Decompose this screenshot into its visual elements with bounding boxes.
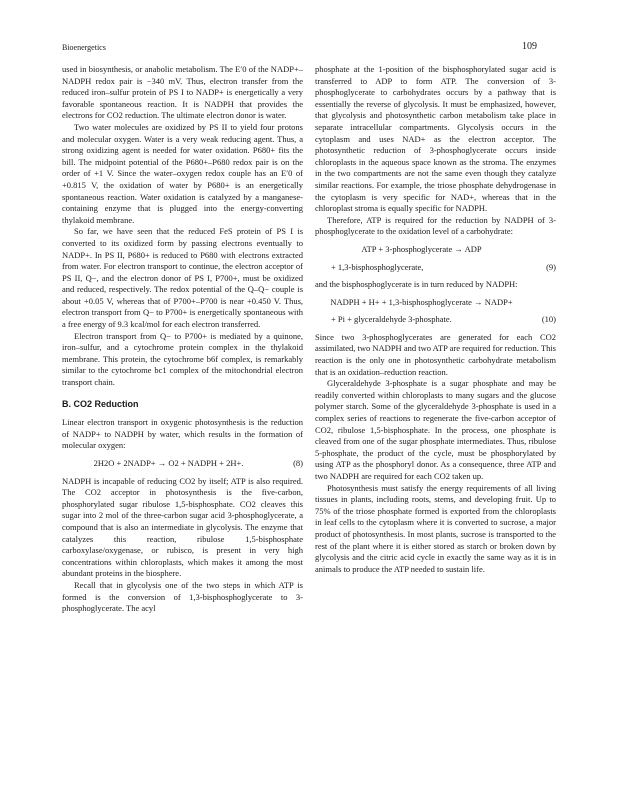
body-paragraph: Glyceraldehyde 3-phosphate is a sugar phosphate and may be readily converted within chloroplasts to many sugars and the glucose polymer starch. Some of the glyceraldehyde 3-phosphate is used in a complex series of reactions to regenerate the five-carbon acceptor of CO2, ribulose 1,5-bisphosphate. In the process, one phosphate is cleaved from one of the sugar phosphate intermediates. Thus, ribulose 5-phosphate, the product of the cycle, must be phosphorylated by using ATP as the phosphoryl donor. As a consequence, three ATP and two NADPH are required for each CO2 taken up.: [315, 378, 556, 481]
body-paragraph: Photosynthesis must satisfy the energy requirements of all living tissues in plants, including roots, stems, and developing fruit. Up to 75% of the triose phosphate formed is exported from the chloroplasts in leaf cells to the cytoplasm where it is converted to sucrose, a major product of photosynthesis. In most plants, sucrose is transported to the rest of the plant where it is either stored as starch or broken down by glycolysis and the citric acid cycle in exactly the same way as it is in animals to produce the ATP needed to sustain life.: [315, 482, 556, 574]
equation-body: ATP + 3-phosphoglycerate → ADP: [361, 243, 482, 254]
body-paragraph: used in biosynthesis, or anabolic metabolism. The E′0 of the NADP+–NADPH redox pair is −340 mV. Thus, electron transfer from the reduced iron–sulfur protein of PS I to NADP+ is energetically a very favorable spontaneous reaction. It is NADPH that provides the electrons for CO2 reduction. The ultimate electron donor is water.: [62, 64, 303, 121]
body-paragraph: Since two 3-phosphoglycerates are generated for each CO2 assimilated, two NADPH and two ATP are required for reduction. This reaction is the only one in photosynthetic carbohydrate metabolism that is an oxidation–reduction reaction.: [315, 331, 556, 377]
body-paragraph: phosphate at the 1-position of the bisphosphorylated sugar acid is transferred to ADP to form ATP. The conversion of 3-phosphoglycerate to carbohydrates occurs by a pathway that is essentially the reverse of glycolysis. It must be emphasized, however, that glycolysis and photosynthetic carbon metabolism take place in separate intracellular compartments. Glycolysis occurs in the cytoplasm and uses NAD+ as the electron acceptor. The photosynthetic reduction of 3-phosphoglycerate occurs inside chloroplasts in the aqueous space known as the stroma. The enzymes in the two compartments are not the same even though they catalyze similar reactions. For example, the triose phosphate dehydrogenase in the cytoplasm is very specific for NAD+, whereas that in the chloroplast stroma is equally specific for NADPH.: [315, 64, 556, 214]
equation-number: (8): [293, 458, 303, 468]
equation-body: NADPH + H+ + 1,3-bisphosphoglycerate → NADP+: [330, 296, 513, 307]
section-intro-paragraph: Linear electron transport in oxygenic photosynthesis is the reduction of NADP+ to NADPH by water, which results in the formation of molecular oxygen:: [62, 417, 303, 451]
left-column: [62, 64, 303, 615]
equation-9-line-1: [315, 244, 556, 256]
section-heading: B. CO2 Reduction: [62, 398, 139, 409]
equation-body: 2H2O + 2NADP+ → O2 + NADPH + 2H+.: [93, 458, 244, 468]
equation-9-line-2: [315, 262, 556, 274]
equation-number: (9): [546, 261, 556, 272]
equation-10-line-1: [315, 297, 556, 309]
page-number: 109: [522, 41, 537, 52]
body-paragraph: Two water molecules are oxidized by PS II to yield four protons and molecular oxygen. Water is a very weak reducing agent. Thus, a strong oxidizing agent is needed for water oxidation. P680+ fits the bill. The midpoint potential of the P680+–P680 redox pair is on the order of +1 V. Since the water–oxygen redox couple has an E′0 of +0.815 V, the oxidation of water by P680+ is an energetically spontaneous reaction. Water oxidation is catalyzed by a manganese-containing enzyme that is plugged into the energy-converting thylakoid membrane.: [62, 121, 303, 225]
body-paragraph: Recall that in glycolysis one of the two steps in which ATP is formed is the conversion of 1,3-bisphosphoglycerate to 3-phosphoglycerate. The acyl: [62, 579, 303, 614]
body-paragraph: Electron transport from Q− to P700+ is mediated by a quinone, iron–sulfur, and a cytochrome protein complex in the thylakoid membrane. This protein, the cytochrome b6f complex, is remarkably similar to the cytochrome bc1 complex of the mitochondrial electron transport chain.: [62, 330, 303, 388]
right-column: [315, 64, 556, 575]
equation-number: (10): [541, 314, 556, 325]
equation-body: + Pi + glyceraldehyde 3-phosphate.: [331, 314, 452, 325]
body-paragraph: So far, we have seen that the reduced FeS protein of PS I is converted to its oxidized form by passing electrons eventually to NADP+. In PS II, P680+ is reduced to P680 with electrons extracted from water. For electron transport to continue, the electron acceptor of PS II, Q−, and the electron donor of PS I, P700+, must be oxidized and reduced, respectively. The redox potential of the Q–Q− couple is about +0.05 V, whereas that of P700+–P700 is near +0.450 V. Thus, electron transport from Q− to P700+ is energetically spontaneous with a free energy of 9.3 kcal/mol for each electron transferred.: [62, 226, 303, 330]
body-paragraph: NADPH is incapable of reducing CO2 by itself; ATP is also required. The CO2 acceptor in photosynthesis is the five-carbon, phosphorylated sugar ribulose 1,5-bisphosphate. CO2 cleaves this sugar into 2 mol of the three-carbon sugar acid 3-phosphoglycerate, a compound that is also an intermediate in glycolysis. The enzyme that catalyzes this reaction, ribulose 1,5-bisphosphate carboxylase/oxygenase, or rubisco, is present in very high concentrations within chloroplasts, which makes it among the most abundant proteins in the biosphere.: [62, 475, 303, 579]
running-head: Bioenergetics: [62, 43, 106, 52]
equation-8: [62, 458, 303, 470]
equation-body: + 1,3-bisphosphoglycerate,: [331, 261, 424, 272]
body-paragraph: and the bisphosphoglycerate is in turn reduced by NADPH:: [315, 279, 518, 290]
body-paragraph: Therefore, ATP is required for the reduction by NADPH of 3-phosphoglycerate to the oxidation level of a carbohydrate:: [315, 214, 556, 237]
equation-10-line-2: [315, 314, 556, 326]
